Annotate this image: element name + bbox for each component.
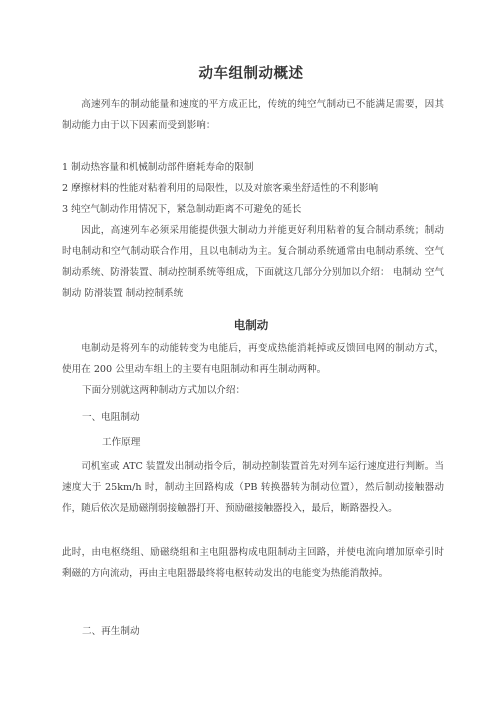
section-intro-paragraph: 电制动是将列车的动能转变为电能后，再变成热能消耗掉或反馈回电网的制动方式，使用在 200 公里动车组上的主要有电阻制动和再生制动两种。 xyxy=(62,343,444,375)
factor-item-3: 3 纯空气制动作用情况下，紧急制动距离不可避免的延长 xyxy=(62,204,302,215)
circuit-paragraph: 此时，由电枢绕组、励磁绕组和主电阻器构成电阻制动主回路，并使电流向增加原牵引时剩磁的方向流动，再由主电阻器最终将电枢转动发出的电能变为热能消散掉。 xyxy=(62,547,444,579)
factor-item-2: 2 摩擦材料的性能对粘着利用的局限性，以及对旅客乘坐舒适性的不利影响 xyxy=(62,183,379,194)
section-title: 电制动 xyxy=(233,318,269,332)
intro-paragraph: 高速列车的制动能量和速度的平方成正比，传统的纯空气制动已不能满足需要，因其制动能力由于以下因素而受到影响： xyxy=(62,99,444,131)
subsection-heading-2: 二、再生制动 xyxy=(82,626,140,637)
principle-heading: 工作原理 xyxy=(102,437,141,448)
principle-paragraph: 司机室或 ATC 装置发出制动指令后，制动控制装置首先对列车运行速度进行判断。当速度大于 25km/h 时，制动主回路构成（PB 转换器转为制动位置），然后制动接触器动作，随后依次是励磁削弱接触器打开、预励磁接触器投入，最后，断路器投入。 xyxy=(62,461,444,514)
document-title: 动车组制动概述 xyxy=(198,66,304,82)
lead-line: 下面分别就这两种制动方式加以介绍： xyxy=(82,385,246,396)
summary-paragraph: 因此，高速列车必须采用能提供强大制动力并能更好利用粘着的复合制动系统；制动时电制动和空气制动联合作用，且以电制动为主。复合制动系统通常由电制动系统、空气制动系统、防滑装置、制动控制系统等组成，下面就这几部分分别加以介绍： 电制动 空气制动 防滑装置 制动控制系统 xyxy=(62,225,444,299)
subsection-heading-1: 一、电阻制动 xyxy=(82,412,140,423)
factor-item-1: 1 制动热容量和机械制动部件磨耗寿命的限制 xyxy=(62,162,254,173)
